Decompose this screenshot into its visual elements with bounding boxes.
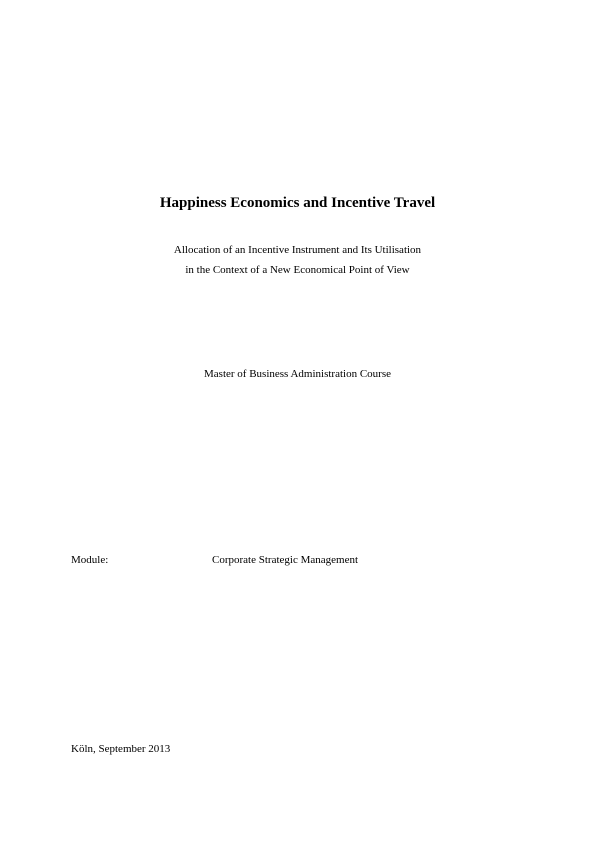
subtitle-line-2: in the Context of a New Economical Point of View [185,264,410,276]
module-value: Corporate Strategic Management [212,554,359,566]
module-label: Module: [71,554,109,566]
subtitle-line-1: Allocation of an Incentive Instrument and Its Utilisation [173,244,422,256]
place-and-date: Köln, September 2013 [71,743,171,755]
course-name: Master of Business Administration Course [204,368,391,380]
document-title: Happiness Economics and Incentive Travel [159,195,436,211]
